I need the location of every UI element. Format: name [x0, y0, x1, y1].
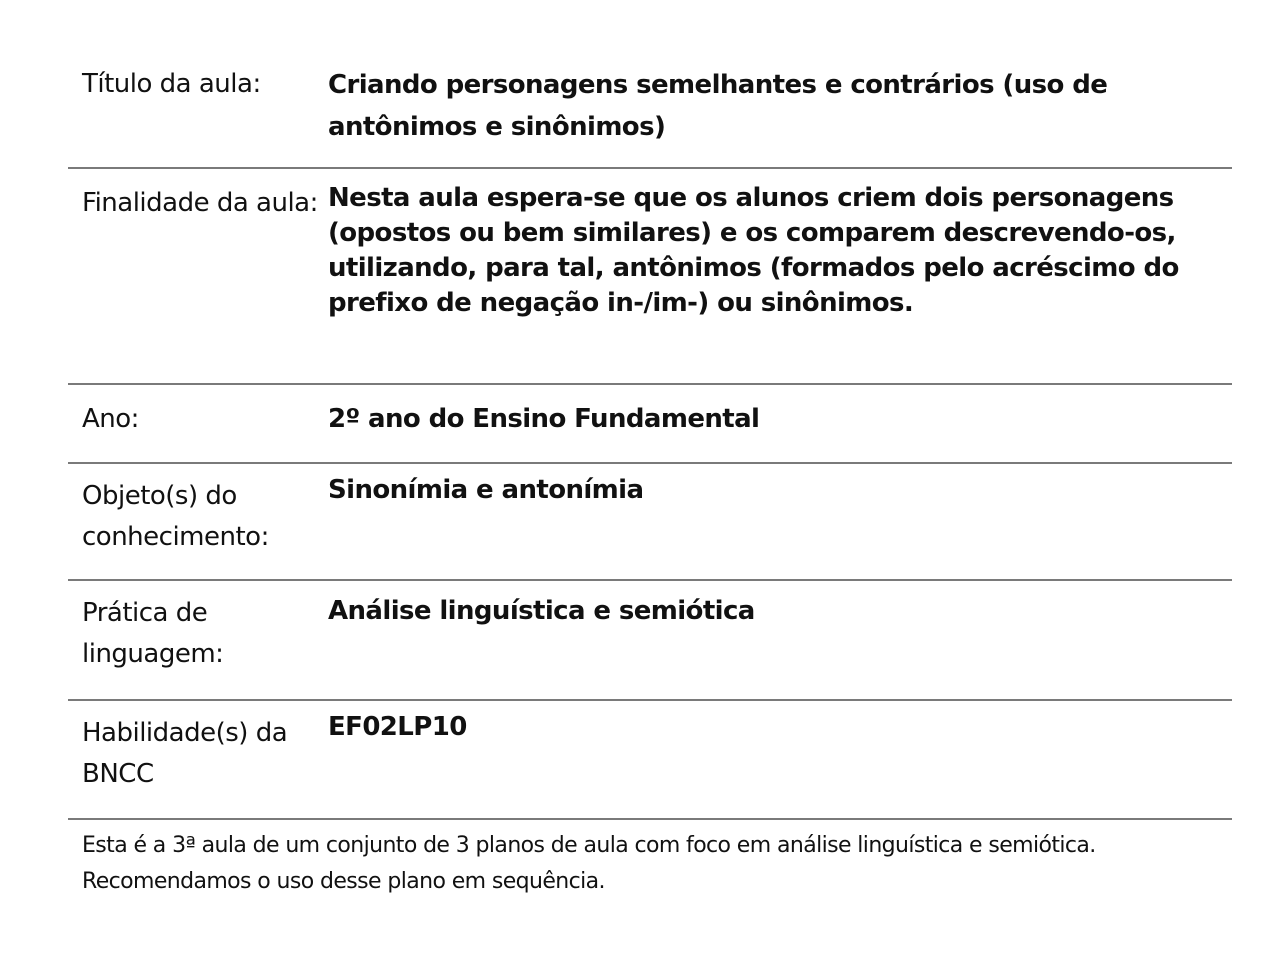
lesson-plan-table [68, 58, 1232, 820]
row-objeto [68, 464, 1232, 581]
row-value: 2º ano do Ensino Fundamental [328, 404, 760, 434]
row-titulo [68, 58, 1232, 169]
row-finalidade [68, 169, 1232, 385]
row-habilidade [68, 701, 1232, 820]
row-label: Objeto(s) do conhecimento: [82, 481, 269, 552]
row-value: Análise linguística e semiótica [328, 596, 755, 626]
row-value: Criando personagens semelhantes e contrários (uso de antônimos e sinônimos) [328, 70, 1108, 142]
row-label: Prática de linguagem: [82, 598, 224, 669]
row-value: Nesta aula espera-se que os alunos criem dois personagens (opostos ou bem similares) e os comparem descrevendo-os, utilizando, para tal, antônimos (formados pelo acréscimo do prefixo de negação in-/im-) ou sinônimos. [328, 183, 1179, 318]
row-ano [68, 385, 1232, 464]
row-label: Finalidade da aula: [82, 188, 318, 218]
row-value: EF02LP10 [328, 712, 467, 742]
sequence-note: Esta é a 3ª aula de um conjunto de 3 planos de aula com foco em análise linguística e semiótica. Recomendamos o uso desse plano em sequência. [82, 833, 1096, 894]
row-value: Sinonímia e antonímia [328, 475, 644, 505]
row-label: Título da aula: [82, 69, 261, 99]
row-label: Ano: [82, 404, 139, 434]
row-label: Habilidade(s) da BNCC [82, 718, 288, 789]
row-pratica [68, 581, 1232, 701]
